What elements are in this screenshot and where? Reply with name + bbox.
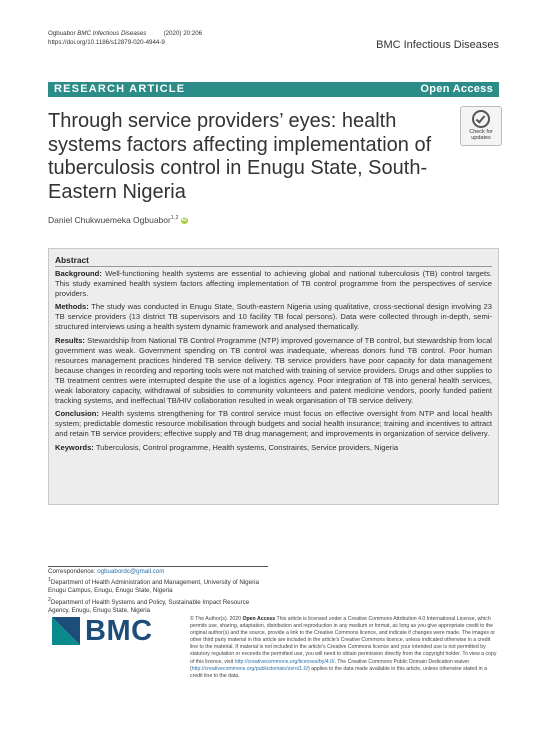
open-access-label: Open Access bbox=[420, 83, 493, 95]
journal-name: BMC Infectious Diseases bbox=[376, 39, 499, 51]
abstract-methods bbox=[55, 302, 492, 332]
license-copyright: © The Author(s). 2020 bbox=[190, 616, 243, 622]
orcid-icon[interactable]: iD bbox=[181, 217, 187, 224]
conclusion-text: Health systems strengthening for TB control service must focus on effective oversight from NTP and local health system; predictable domestic resource mobilisation through budgets and social health insurance; training and incentives to attract and retain TB service providers; effective supply and TB drug management; and improvements in organization of service delivery. bbox=[55, 409, 492, 439]
background-text: Well-functioning health systems are essential to achieving global and national tuberculosis (TB) control targets. This study examined health system factors affecting implementation of TB control programme from the perspectives of service providers. bbox=[55, 269, 492, 299]
conclusion-label: Conclusion: bbox=[55, 409, 99, 419]
abstract-keywords bbox=[55, 443, 492, 453]
license-end: ) applies to the data made available in this article, unless otherwise stated in a credit line to the data. bbox=[190, 665, 488, 679]
abstract-body bbox=[55, 269, 492, 456]
article-banner bbox=[48, 82, 499, 97]
author-line bbox=[48, 215, 188, 225]
bmc-logo-text: BMC bbox=[85, 615, 153, 647]
license-body: This article is licensed under a Creative Commons Attribution 4.0 International License, which permits use, sharing, adaptation, distribution and reproduction in any medium or format, as long as you give appropriate credit to the original author(s) and the source, provide a link to the Creative Commons licence, and indicate if changes were made. The images or other third party material in this article are included in the article's Creative Commons licence, unless indicated otherwise in a credit line to the material. If material is not included in the article's Creative Commons licence and your intended use is not permitted by statutory regulation or exceeds the permitted use, you will need to obtain permission directly from the copyright holder. To view a copy of this licence, visit bbox=[190, 616, 497, 665]
footnote-rule bbox=[48, 566, 268, 567]
publicdomain-url-link[interactable]: http://creativecommons.org/publicdomain/zero/1.0/ bbox=[191, 665, 308, 672]
correspondence-label: Correspondence: bbox=[48, 568, 96, 575]
license-text bbox=[190, 616, 499, 680]
article-title: Through service providers’ eyes: health systems factors affecting implementation of tuberculosis control in Enugu State, South-Eastern Nigeria bbox=[48, 110, 432, 203]
bmc-logo bbox=[52, 615, 162, 647]
footnotes bbox=[48, 566, 268, 615]
header-author: Ogbuabor bbox=[48, 30, 76, 37]
license-waiver: . The Creative Commons Public Domain Dedication waiver ( bbox=[190, 658, 470, 672]
header-journal: BMC Infectious Diseases bbox=[77, 30, 147, 37]
abstract-heading: Abstract bbox=[55, 255, 89, 265]
keywords-text: Tuberculosis, Control programme, Health systems, Constraints, Service providers, Nigeria bbox=[95, 442, 399, 452]
affiliation-2 bbox=[48, 596, 268, 615]
affiliation-1-number: 1 bbox=[48, 577, 51, 584]
keywords-label: Keywords: bbox=[55, 442, 94, 452]
methods-text: The study was conducted in Enugu State, South-eastern Nigeria using qualitative, cross-sectional design involving 23 TB service providers (13 district TB supervisors and 10 facility TB focal persons). Data were collected through in-depth, semi-structured interviews using a health system dynamic framework and analysed thematically. bbox=[55, 302, 492, 332]
results-label: Results: bbox=[55, 335, 85, 345]
author-affiliation: 1,2 bbox=[170, 215, 179, 222]
abstract-background bbox=[55, 269, 492, 299]
header-doi-link[interactable]: https://doi.org/10.1186/s12879-020-4944-9 bbox=[48, 38, 165, 46]
check-updates-line2: updates bbox=[471, 135, 491, 141]
abstract-box bbox=[48, 248, 499, 505]
affiliation-2-text: Department of Health Systems and Policy, Sustainable Impact Resource Agency, Enugu, Enugu State, Nigeria bbox=[48, 598, 250, 614]
citation-header bbox=[48, 30, 202, 47]
affiliation-2-number: 2 bbox=[48, 596, 51, 603]
header-year-volume: (2020) 20:206 bbox=[163, 30, 203, 37]
results-text: Stewardship from National TB Control Programme (NTP) improved governance of TB control, but stewardship from local government was weak. Government spending on TB control was inadequate, whereas donors fund TB control. Poor human resources management practices hindered TB service delivery. TB service providers have poor capacity for data management because changes in recording and reporting tools were not matched with training of service providers. Drugs and other supplies to TB treatment centres were interrupted despite the use of a logistics agency. Poor integration of TB into general health services, weak laboratory capacity, withdrawal of subsidies to community volunteers and patent medicine vendors, poorly funded patient tracking systems, and ineffectual TB/HIV collaboration resulted in weak organisation of TB service delivery. bbox=[55, 335, 492, 406]
correspondence-email-link[interactable]: ogbuabordc@gmail.com bbox=[97, 568, 165, 575]
check-updates-line1: Check for bbox=[469, 129, 493, 135]
abstract-conclusion bbox=[55, 409, 492, 439]
abstract-divider bbox=[55, 266, 492, 267]
correspondence bbox=[48, 568, 268, 576]
check-updates-icon bbox=[472, 110, 490, 128]
affiliation-1 bbox=[48, 576, 268, 595]
background-label: Background: bbox=[55, 269, 102, 278]
author-name[interactable]: Daniel Chukwuemeka Ogbuabor bbox=[48, 215, 171, 225]
affiliation-1-text: Department of Health Administration and Management, University of Nigeria Enugu Campus, Enugu, Enugu State, Nigeria bbox=[48, 579, 259, 595]
check-for-updates-button[interactable] bbox=[460, 106, 502, 146]
methods-label: Methods: bbox=[55, 302, 89, 312]
abstract-results bbox=[55, 336, 492, 407]
license-url-link[interactable]: http://creativecommons.org/licenses/by/4.0/ bbox=[234, 658, 335, 665]
article-type: RESEARCH ARTICLE bbox=[54, 83, 186, 95]
license-open-access: Open Access bbox=[242, 616, 276, 622]
